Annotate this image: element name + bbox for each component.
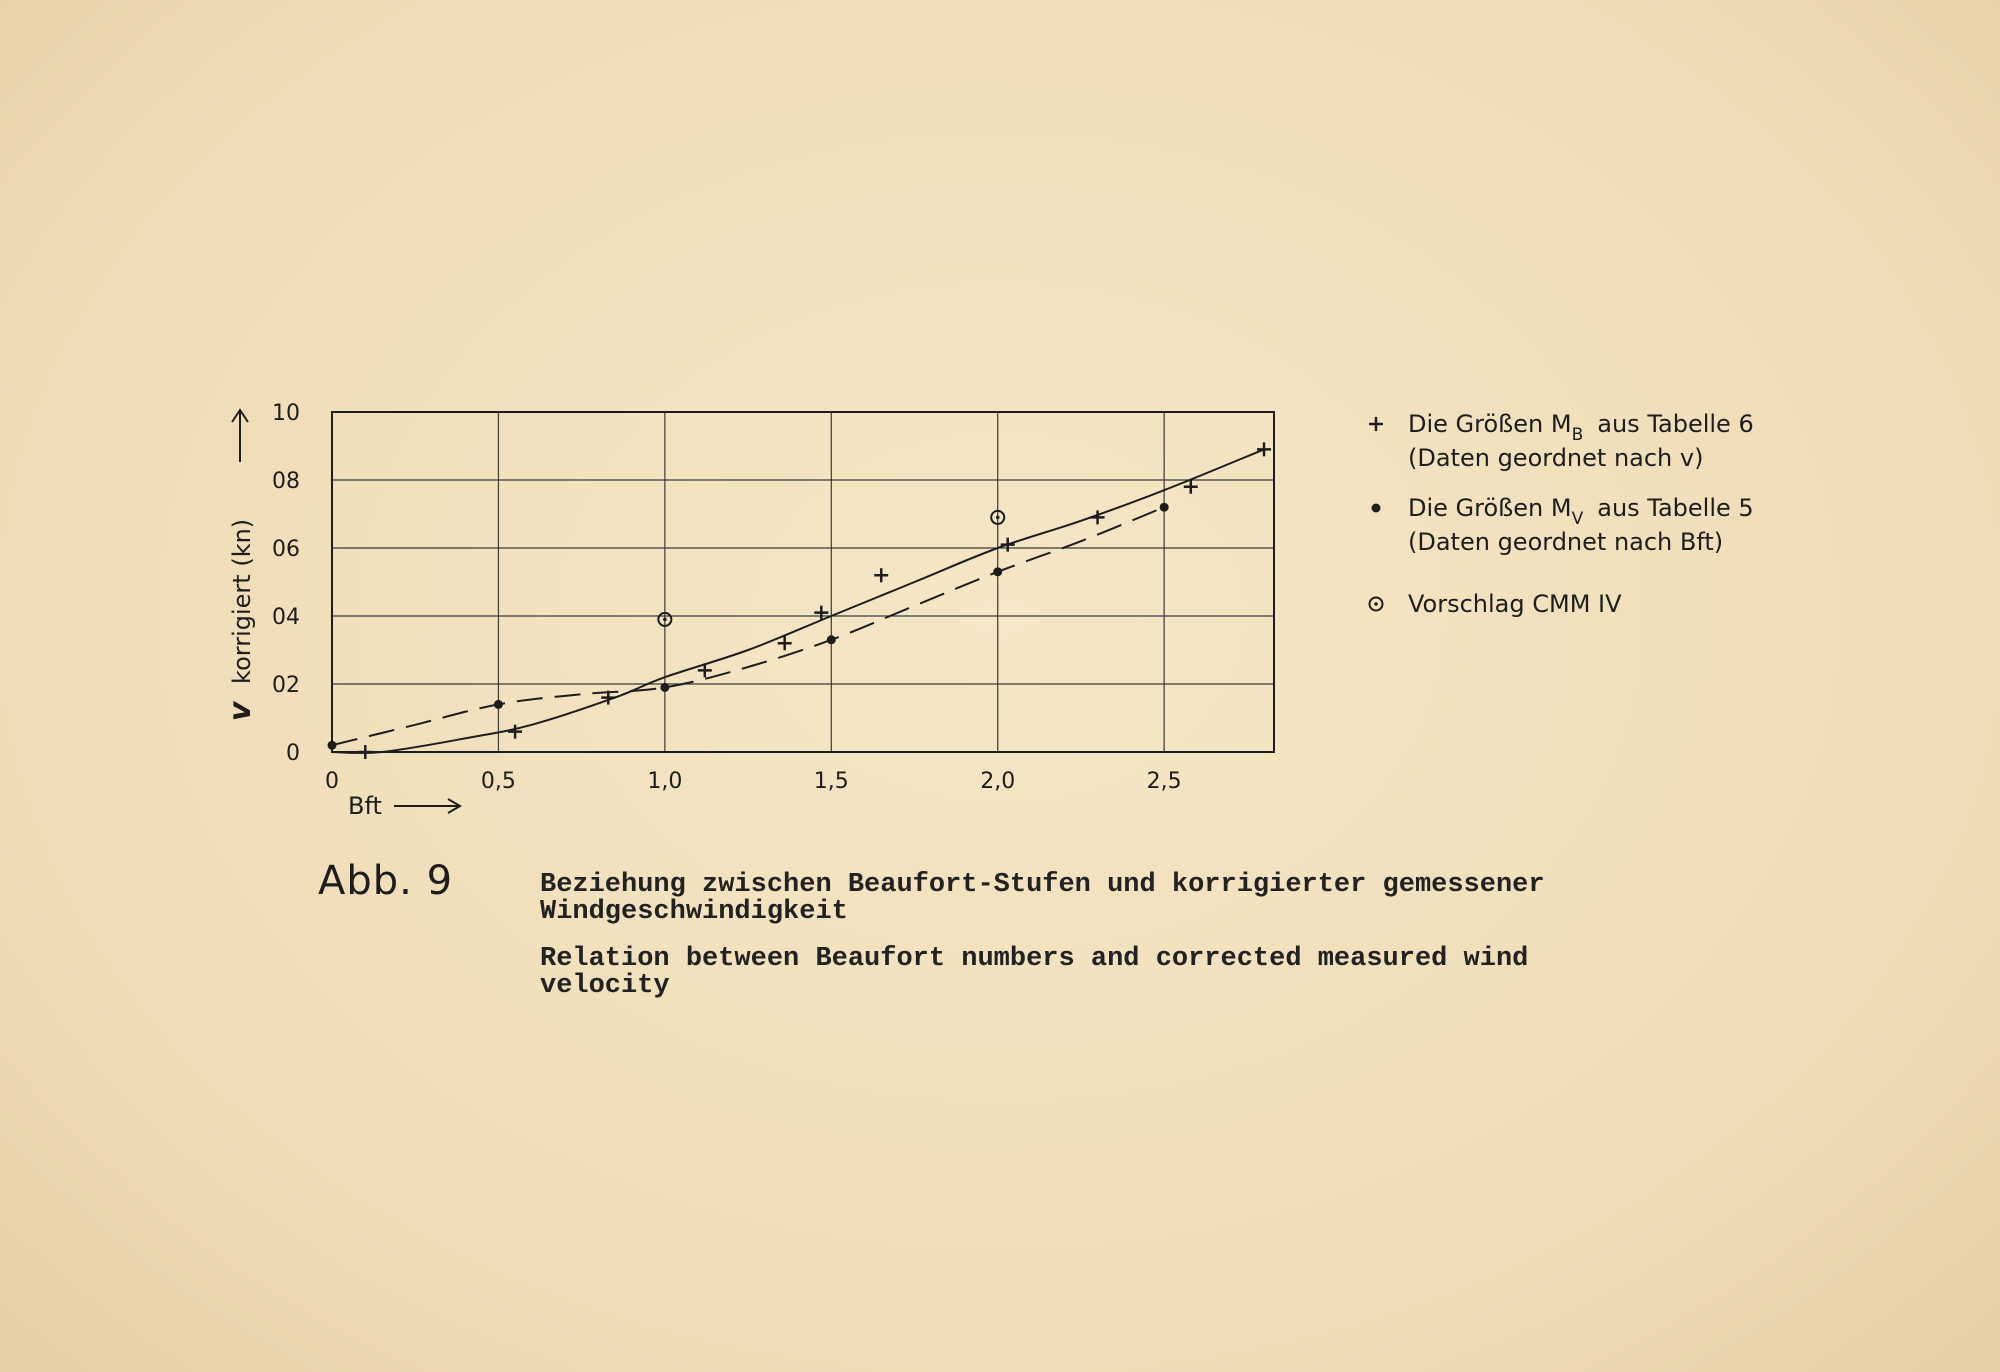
x-tick-label: 2,0 bbox=[980, 769, 1016, 794]
grid-lines bbox=[332, 412, 1274, 752]
x-axis-arrow bbox=[394, 799, 460, 813]
y-tick-label: 02 bbox=[272, 673, 300, 698]
legend-marker-3 bbox=[1370, 598, 1383, 611]
tick-labels bbox=[272, 401, 1182, 794]
legend-entry-2: Die Größen $M_V$ aus Tabelle 5 bbox=[1408, 494, 1754, 529]
legend-entry-2-detail: (Daten geordnet nach Bft) bbox=[1408, 528, 1724, 556]
dot-marker-fill bbox=[993, 567, 1002, 576]
series-line-1 bbox=[332, 449, 1264, 753]
data-point-series-2 bbox=[827, 635, 836, 644]
data-point-series-1 bbox=[1001, 538, 1015, 552]
data-point-series-2 bbox=[494, 700, 503, 709]
plus-marker-stroke bbox=[1369, 417, 1383, 431]
dot-marker-fill bbox=[494, 700, 503, 709]
y-tick-label: 0 bbox=[286, 741, 300, 766]
series-lines bbox=[332, 449, 1264, 753]
dot-marker-fill bbox=[1160, 503, 1169, 512]
dot-marker-fill bbox=[660, 683, 669, 692]
legend-entry-1-detail: (Daten geordnet nach v) bbox=[1408, 444, 1704, 472]
plus-marker-stroke bbox=[874, 568, 888, 582]
x-tick-label: 2,5 bbox=[1146, 769, 1182, 794]
legend-entry-3: Vorschlag CMM IV bbox=[1408, 590, 1622, 618]
x-tick-label: 0,5 bbox=[480, 769, 516, 794]
plus-marker-stroke bbox=[508, 725, 522, 739]
y-axis-label bbox=[223, 519, 258, 721]
y-axis-label-text: korrigiert (kn) bbox=[228, 518, 256, 684]
x-tick-label: 1,0 bbox=[647, 769, 683, 794]
data-point-series-1 bbox=[1257, 442, 1271, 456]
dot-marker-fill bbox=[827, 635, 836, 644]
x-tick-label: 0 bbox=[325, 769, 339, 794]
data-point-series-2 bbox=[660, 683, 669, 692]
plus-marker-stroke bbox=[1257, 442, 1271, 456]
y-axis-arrow bbox=[232, 410, 248, 462]
x-tick-label: 1,5 bbox=[813, 769, 849, 794]
figure-label: Abb. 9 bbox=[318, 858, 454, 904]
circle-marker-center bbox=[663, 618, 667, 622]
dot-marker-fill bbox=[1372, 504, 1381, 513]
series-line-2 bbox=[332, 507, 1164, 745]
legend-marker-2 bbox=[1372, 504, 1381, 513]
plus-marker-stroke bbox=[358, 745, 372, 759]
legend-marker-1 bbox=[1369, 417, 1383, 431]
data-point-series-2 bbox=[993, 567, 1002, 576]
data-point-series-2 bbox=[328, 741, 337, 750]
y-tick-label: 10 bbox=[272, 401, 300, 426]
circle-marker-center bbox=[1374, 602, 1378, 606]
data-markers bbox=[328, 442, 1272, 759]
circle-marker-center bbox=[996, 516, 1000, 520]
data-point-series-2 bbox=[1160, 503, 1169, 512]
y-tick-label: 06 bbox=[272, 537, 300, 562]
axis-titles bbox=[223, 410, 460, 820]
data-point-series-1 bbox=[508, 725, 522, 739]
legend-entry-1: Die Größen $M_B$ aus Tabelle 6 bbox=[1408, 410, 1754, 445]
legend bbox=[1369, 410, 1754, 618]
y-tick-label: 04 bbox=[272, 605, 300, 630]
x-axis-label: Bft bbox=[348, 792, 382, 820]
caption-english: Relation between Beaufort numbers and corrected measured wind velocity bbox=[540, 944, 1529, 1001]
data-point-series-1 bbox=[874, 568, 888, 582]
y-axis-symbol: v bbox=[223, 701, 258, 722]
data-point-series-1 bbox=[358, 745, 372, 759]
caption-german: Beziehung zwischen Beaufort-Stufen und korrigierter gemessener Windgeschwindigkeit bbox=[540, 870, 1545, 927]
dot-marker-fill bbox=[328, 741, 337, 750]
plot-frame bbox=[332, 412, 1274, 752]
plus-marker-stroke bbox=[1001, 538, 1015, 552]
y-tick-label: 08 bbox=[272, 469, 300, 494]
